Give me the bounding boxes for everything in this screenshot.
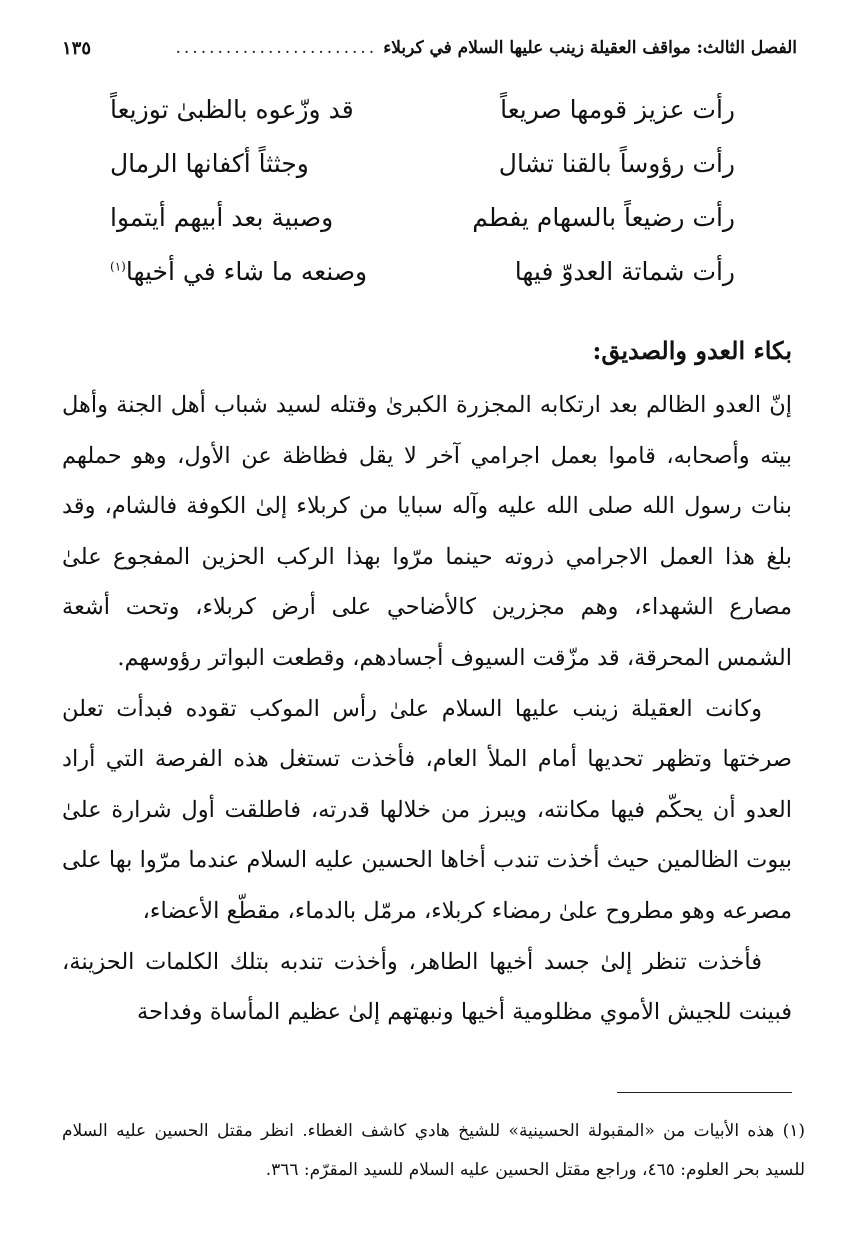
footnotes <box>62 1112 805 1190</box>
paragraph: فأخذت تنظر إلىٰ جسد أخيها الطاهر، وأخذت تندبه بتلك الكلمات الحزينة، فبينت للجيش الأموي مظلومية أخيها ونبهتهم إلىٰ عظيم المأساة وفداحة <box>62 948 792 1026</box>
poem-hemistich-second: وصبية بعد أبيهم أيتموا <box>110 202 334 232</box>
poem-line <box>110 136 735 190</box>
footnote-separator <box>617 1092 792 1093</box>
poem-hemistich-second: وجثثاً أكفانها الرمال <box>110 148 309 178</box>
poem-hemistich-second <box>110 257 398 286</box>
poem-hemistich-first: رأت رؤوساً بالقنا تشال <box>498 148 735 178</box>
poem-line <box>110 190 735 244</box>
poem <box>110 82 735 298</box>
poem-line <box>110 82 735 136</box>
running-header <box>62 28 797 68</box>
poem-hemistich-first: رأت شماتة العدوّ فيها <box>514 256 735 286</box>
paragraph: وكانت العقيلة زينب عليها السلام علىٰ رأس الموكب تقوده فبدأت تعلن صرختها وتظهر تحديها أمام الملأ العام، فأخذت تستغل هذه الفرصة التي أراد العدو أن يحكّم فيها مكانته، ويبرز من خلالها قدرته، فاطلقت أول شرارة علىٰ بيوت الظالمين حيث أخذت تندب أخاها الحسين عليه السلام عندما مرّوا بها على مصرعه وهو مطروح علىٰ رمضاء كربلاء، مرمّل بالدماء، مقطّع الأعضاء، <box>62 695 792 924</box>
poem-hemistich-first: رأت عزيز قومها صريعاً <box>500 94 735 124</box>
poem-hemistich-first: رأت رضيعاً بالسهام يفطم <box>472 202 735 232</box>
page-number: ١٣٥ <box>62 37 92 59</box>
body-text <box>62 380 792 1038</box>
poem-hemistich-text: وصنعه ما شاء في أخيها <box>125 256 368 286</box>
header-leader-dots: ........................ <box>175 38 378 58</box>
footnote: (١) هذه الأبيات من «المقبولة الحسينية» للشيخ هادي كاشف الغطاء. انظر مقتل الحسين عليه السلام للسيد بحر العلوم: ٤٦٥، وراجع مقتل الحسين عليه السلام للسيد المقرّم: ٣٦٦. <box>62 1121 805 1180</box>
poem-hemistich-second: قد وزّعوه بالظبىٰ توزيعاً <box>110 94 354 124</box>
section-heading: بكاء العدو والصديق: <box>592 336 792 365</box>
footnote-marker: (١) <box>110 259 126 274</box>
poem-line <box>110 244 735 298</box>
chapter-title: الفصل الثالث: مواقف العقيلة زينب عليها السلام في كربلاء <box>383 38 797 58</box>
paragraph: إنّ العدو الظالم بعد ارتكابه المجزرة الكبرىٰ وقتله لسيد شباب أهل الجنة وأهل بيته وأصحابه، قاموا بعمل اجرامي آخر لا يقل فظاظة عن الأول، وهو حملهم بنات رسول الله صلى الله عليه وآله سبايا من كربلاء إلىٰ الكوفة فالشام، وقد بلغ هذا العمل الاجرامي ذروته حينما مرّوا بهذا الركب الحزين المفجوع علىٰ مصارع الشهداء، وهم مجزرين كالأضاحي على أرض كربلاء، وتحت أشعة الشمس المحرقة، قد مزّقت السيوف أجسادهم، وقطعت البواتر رؤوسهم. <box>62 392 792 671</box>
